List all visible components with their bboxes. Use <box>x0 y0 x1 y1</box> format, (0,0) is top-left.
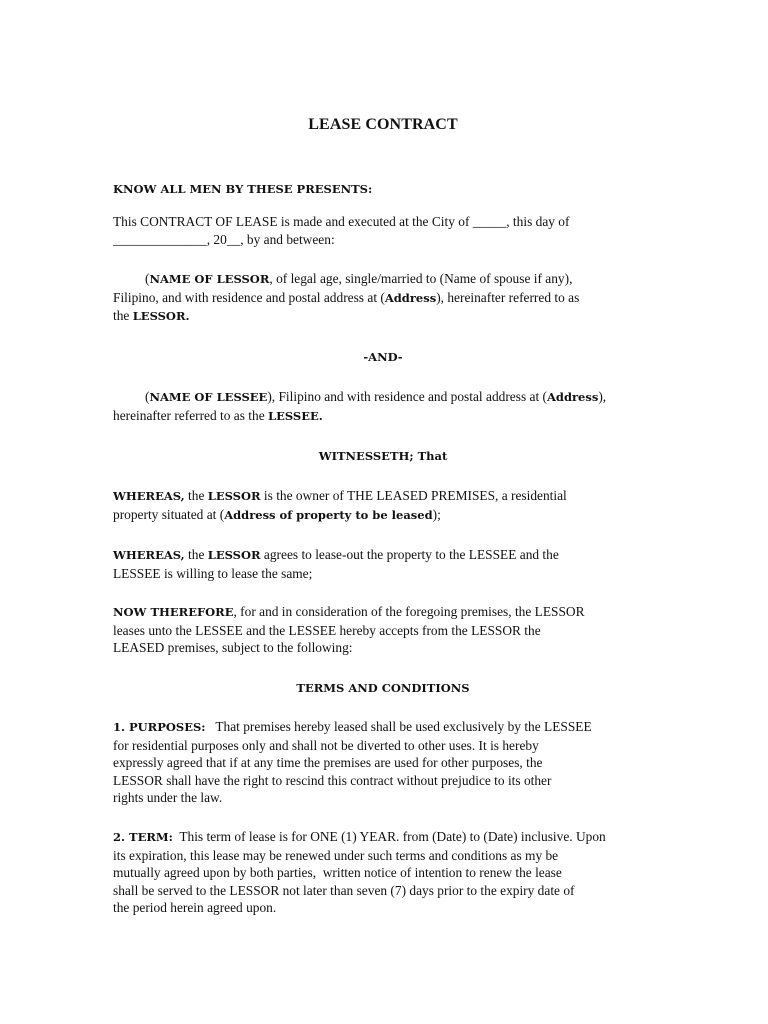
and-separator <box>113 348 653 367</box>
lessor-text-2: Filipino, and with residence and postal address at ( <box>113 289 385 305</box>
term-text-1: This term of lease is for ONE (1) YEAR. from (Date) to (Date) inclusive. Upon <box>172 829 606 844</box>
purposes-line-4: LESSOR shall have the right to rescind this contract without prejudice to its other <box>113 772 552 788</box>
now-therefore-line-2: leases unto the LESSEE and the LESSEE hereby accepts from the LESSOR the <box>113 622 541 638</box>
terms-heading <box>113 679 653 698</box>
lessee-text-1: ), Filipino and with residence and postal address at ( <box>267 389 547 404</box>
lessor-text-1: , of legal age, single/married to (Name of spouse if any), <box>269 271 573 286</box>
intro-paragraph <box>113 213 653 248</box>
whereas2-the: the <box>184 547 208 562</box>
purposes-line-1 <box>113 718 653 737</box>
term-line-1 <box>113 828 653 847</box>
document-title: LEASE CONTRACT <box>308 116 458 133</box>
whereas1-line-2 <box>113 506 653 525</box>
term-clause <box>113 828 653 917</box>
lessor-line-2 <box>113 289 653 308</box>
term-line-5: the period herein agreed upon. <box>113 900 277 915</box>
lessor-text-3: ), hereinafter referred to as <box>436 289 580 305</box>
purposes-line-3: expressly agreed that if at any time the premises are used for other purposes, the <box>113 755 543 770</box>
intro-line-1: This CONTRACT OF LEASE is made and executed at the City of _____, this day of <box>113 214 570 229</box>
purposes-line-5: rights under the law. <box>113 790 223 805</box>
purposes-line-2: for residential purposes only and shall not be diverted to other uses. It is hereby <box>113 737 539 753</box>
purposes-lead: 1. PURPOSES: <box>113 720 206 734</box>
whereas2-text-1: agrees to lease-out the property to the LESSEE and the <box>260 547 559 562</box>
whereas1-lead: WHEREAS, <box>113 489 185 503</box>
whereas2-lead: WHEREAS, <box>113 548 185 562</box>
lessor-name: NAME OF LESSOR <box>149 272 270 286</box>
lessor-address: Address <box>384 290 437 305</box>
whereas2-line-2: LESSEE is willing to lease the same; <box>113 565 313 581</box>
term-line-4: shall be served to the LESSOR not later than seven (7) days prior to the expiry date of <box>113 882 575 898</box>
term-line-2: its expiration, this lease may be renewed under such terms and conditions as my be <box>113 847 559 863</box>
opening-text: KNOW ALL MEN BY THESE PRESENTS: <box>113 182 373 196</box>
whereas1-text-1: is the owner of THE LEASED PREMISES, a residential <box>260 488 567 503</box>
now-therefore-paragraph <box>113 603 653 657</box>
lessee-line-2 <box>113 407 653 426</box>
lessee-role: LESSEE. <box>268 408 323 423</box>
whereas-paragraph-1 <box>113 487 653 524</box>
now-therefore-line-1 <box>113 603 653 622</box>
whereas1-address: Address of property to be leased <box>224 507 433 522</box>
whereas1-line-1 <box>113 487 653 506</box>
whereas1-text-3: ); <box>432 506 441 522</box>
lessee-name: NAME OF LESSEE <box>149 390 268 404</box>
purposes-clause <box>113 718 653 807</box>
intro-line-2: ______________, 20__, by and between: <box>113 231 335 247</box>
whereas-paragraph-2 <box>113 546 653 582</box>
whereas1-text-2: property situated at ( <box>113 506 225 522</box>
lessee-text-3: hereinafter referred to as the <box>113 407 269 423</box>
whereas1-lessor: LESSOR <box>207 489 261 503</box>
terms-heading-text: TERMS AND CONDITIONS <box>296 681 470 695</box>
witnesseth-text: WITNESSETH; That <box>318 449 448 463</box>
lessor-role: LESSOR. <box>132 309 190 323</box>
whereas2-lessor: LESSOR <box>207 548 261 562</box>
whereas2-line-1 <box>113 546 653 565</box>
term-line-3: mutually agreed upon by both parties, written notice of intention to renew the lease <box>113 865 562 880</box>
term-lead: 2. TERM: <box>113 830 173 844</box>
lessee-text-2: ), <box>598 389 607 404</box>
lessor-line-1: (NAME OF LESSOR, of legal age, single/married to (Name of spouse if any), <box>145 271 573 286</box>
whereas1-the: the <box>184 488 208 503</box>
witnesseth-heading <box>113 447 653 466</box>
now-therefore-text-1: , for and in consideration of the foregoing premises, the LESSOR <box>233 604 585 619</box>
lessee-paragraph <box>113 388 653 425</box>
purposes-text-1: That premises hereby leased shall be used exclusively by the LESSEE <box>205 719 592 734</box>
lessee-address: Address <box>546 390 599 404</box>
now-therefore-line-3: LEASED premises, subject to the following: <box>113 640 353 655</box>
now-therefore-lead: NOW THEREFORE <box>113 605 234 619</box>
lessee-line-1: (NAME OF LESSEE), Filipino and with residence and postal address at (Address), <box>145 389 607 404</box>
lessor-paragraph <box>113 270 653 326</box>
lessor-line-3 <box>113 307 653 326</box>
opening-line <box>113 180 653 199</box>
lessor-text-4: the <box>113 308 133 323</box>
and-label: -AND- <box>363 350 403 364</box>
